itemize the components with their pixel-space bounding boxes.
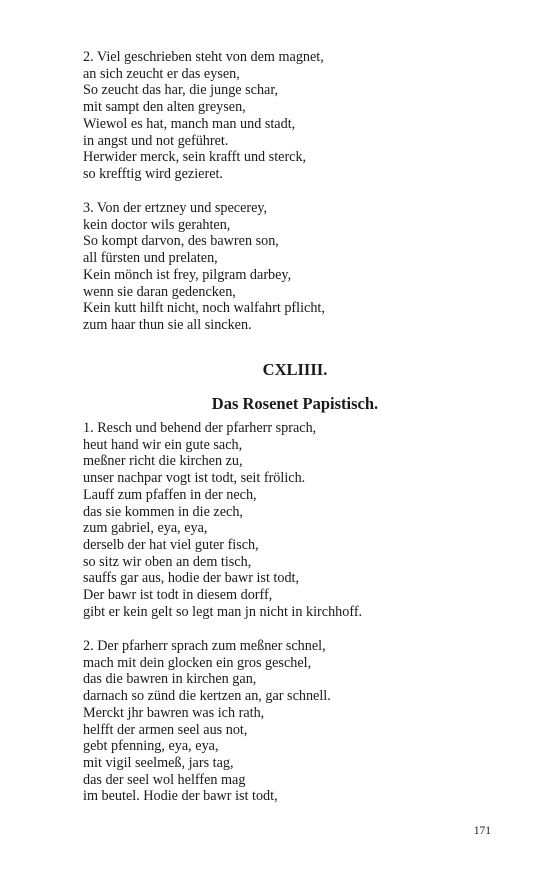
verse-line: all fürsten und prelaten, [83, 250, 218, 267]
verse-line: Merckt jhr bawren was ich rath, [83, 704, 265, 721]
verse-line: so krefftig wird gezieret. [83, 165, 223, 182]
verse-line: Kein kutt hilft nicht, noch walfahrt pflicht, [83, 300, 325, 317]
verse-line: mach mit dein glocken ein gros geschel, [83, 654, 312, 671]
song-number-heading: CXLIIII. [262, 360, 328, 379]
verse-line: 1. Resch und behend der pfarherr sprach, [83, 420, 317, 436]
verse-line: heut hand wir ein gute sach, [83, 436, 243, 453]
verse-line: derselb der hat viel guter fisch, [83, 536, 259, 553]
verse-line: 2. Viel geschrieben steht von dem magnet, [83, 49, 324, 65]
verse-line: zum haar thun sie all sincken. [83, 316, 252, 333]
stanza-1-rosenet [83, 420, 483, 620]
stanza-2-previous-song [83, 49, 483, 183]
verse-line: das sie kommen in die zech, [83, 503, 243, 520]
verse-line: unser nachpar vogt ist todt, seit frölich. [83, 470, 306, 487]
verse-line: in angst und not geführet. [83, 132, 229, 149]
verse-line: 3. Von der ertzney und specerey, [83, 200, 268, 216]
stanza-2-rosenet [83, 638, 483, 805]
verse-line: das die bawren in kirchen gan, [83, 671, 257, 688]
song-title-heading: Das Rosenet Papistisch. [211, 394, 379, 413]
verse-line: So kompt darvon, des bawren son, [83, 233, 279, 250]
verse-line: im beutel. Hodie der bawr ist todt, [83, 788, 278, 805]
verse-line: 2. Der pfarherr sprach zum meßner schnel, [83, 638, 326, 654]
verse-line: kein doctor wils gerahten, [83, 216, 231, 233]
verse-line: darnach so zünd die kertzen an, gar schnell. [83, 688, 331, 705]
verse-line: so sitz wir oben an dem tisch, [83, 553, 252, 570]
verse-line: helfft der armen seel aus not, [83, 721, 248, 738]
verse-line: So zeucht das har, die junge schar, [83, 82, 279, 99]
verse-line: Herwider merck, sein krafft und sterck, [83, 149, 307, 166]
verse-line: das der seel wol helffen mag [83, 771, 246, 788]
verse-line: zum gabriel, eya, eya, [83, 520, 208, 537]
verse-line: Wiewol es hat, manch man und stadt, [83, 115, 296, 132]
stanza-3-previous-song [83, 200, 483, 334]
verse-line: sauffs gar aus, hodie der bawr ist todt, [83, 570, 300, 587]
verse-line: Der bawr ist todt in diesem dorff, [83, 587, 273, 604]
verse-line: mit vigil seelmeß, jars tag, [83, 754, 234, 771]
verse-line: gebt pfenning, eya, eya, [83, 738, 219, 755]
verse-line: wenn sie daran gedencken, [83, 283, 236, 300]
verse-line: Kein mönch ist frey, pilgram darbey, [83, 266, 292, 283]
verse-line: Lauff zum pfaffen in der nech, [83, 486, 257, 503]
verse-line: mit sampt den alten greysen, [83, 99, 246, 116]
verse-line: an sich zeucht er das eysen, [83, 65, 240, 82]
page-number: 171 [473, 825, 491, 837]
verse-line: meßner richt die kirchen zu, [83, 453, 243, 470]
verse-line: gibt er kein gelt so legt man jn nicht in kirchhoff. [83, 603, 363, 620]
